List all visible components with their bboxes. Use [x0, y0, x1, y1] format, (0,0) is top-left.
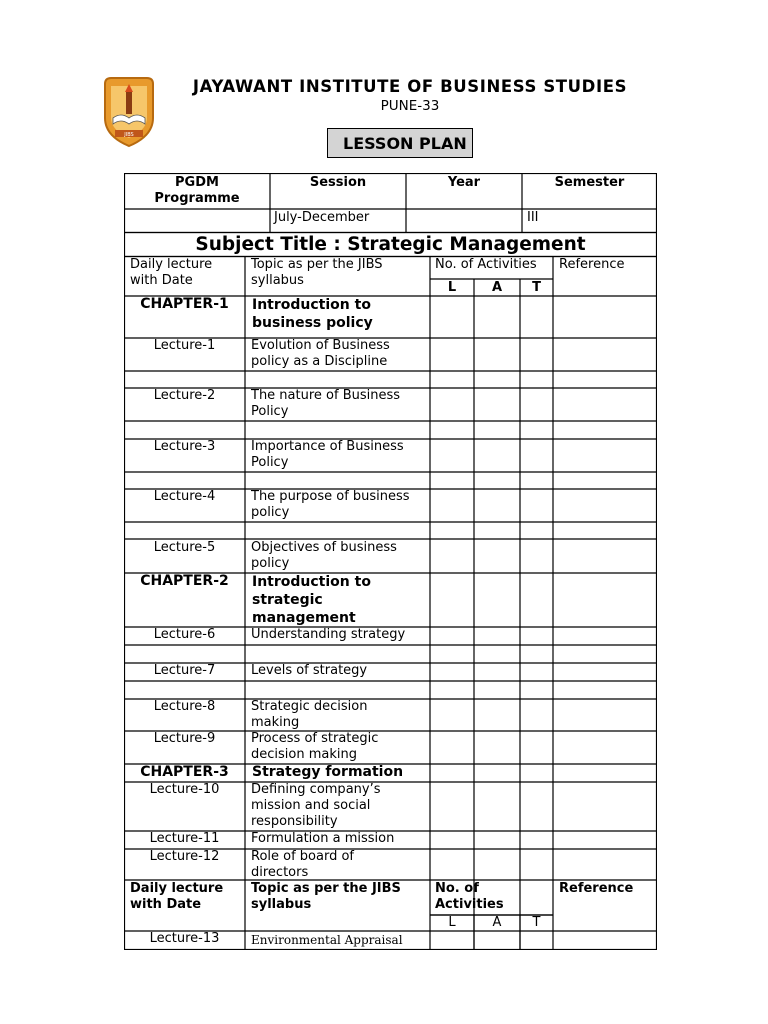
- semester-value: III: [527, 210, 539, 225]
- date-column-header: Daily lecture with Date: [130, 257, 213, 288]
- chapter-label: CHAPTER-3: [140, 764, 229, 780]
- lecture-topic: The nature of Business Policy: [251, 388, 401, 419]
- lecture-label: Lecture-4: [153, 489, 216, 504]
- lecture-topic: Formulation a mission: [251, 831, 395, 846]
- lecture-topic: Evolution of Business policy as a Discipline: [251, 338, 390, 369]
- lecture-label: Lecture-8: [153, 699, 216, 714]
- institute-city: PUNE-33: [380, 98, 440, 114]
- lecture-label: Lecture-3: [153, 439, 216, 454]
- topic-column-header: Topic as per the JIBS syllabus: [251, 257, 383, 288]
- lecture-label: Lecture-11: [149, 831, 220, 846]
- programme-header: PGDM Programme: [154, 175, 240, 206]
- topic-column-header-repeat: Topic as per the JIBS syllabus: [251, 881, 401, 912]
- lecture-label: Lecture-6: [153, 627, 216, 642]
- lecture-label: Lecture-1: [153, 338, 216, 353]
- lecture-label: Lecture-5: [153, 540, 216, 555]
- reference-column-header-repeat: Reference: [559, 881, 634, 896]
- activities-column-header: No. of Activities: [435, 257, 537, 272]
- chapter-title: Introduction to strategic management: [252, 574, 371, 626]
- institute-logo: [101, 74, 157, 148]
- chapter-label: CHAPTER-2: [140, 573, 229, 589]
- lecture-topic: The purpose of business policy: [251, 489, 410, 520]
- institute-name: JAYAWANT INSTITUTE OF BUSINESS STUDIES: [192, 77, 628, 96]
- chapter-title: Introduction to business policy: [252, 297, 373, 331]
- year-header: Year: [447, 175, 481, 190]
- lecture-topic: Understanding strategy: [251, 627, 406, 642]
- lesson-plan-table: [124, 173, 657, 950]
- lecture-topic: Importance of Business Policy: [251, 439, 404, 470]
- lecture-activity-header-repeat: L: [448, 915, 456, 930]
- tutorial-activity-header: T: [532, 280, 541, 295]
- date-column-header-repeat: Daily lecture with Date: [130, 881, 224, 912]
- activities-column-header-repeat: No. of Activities: [435, 881, 504, 912]
- lecture-label: Lecture-7: [153, 663, 216, 678]
- chapter-title: Strategy formation: [252, 764, 404, 780]
- lecture-topic: Process of strategic decision making: [251, 731, 379, 762]
- chapter-label: CHAPTER-1: [140, 296, 229, 312]
- lecture-label: Lecture-12: [149, 849, 220, 864]
- assignment-activity-header: A: [491, 280, 503, 295]
- tutorial-activity-header-repeat: T: [532, 915, 541, 930]
- lecture-label: Lecture-2: [153, 388, 216, 403]
- assignment-activity-header-repeat: A: [492, 915, 502, 930]
- lecture-label: Lecture-10: [149, 782, 220, 797]
- session-header: Session: [309, 175, 367, 190]
- reference-column-header: Reference: [559, 257, 625, 272]
- lecture-topic: Role of board of directors: [251, 849, 355, 880]
- lecture-label: Lecture-9: [153, 731, 216, 746]
- lecture-label: Lecture-13: [149, 931, 220, 946]
- lecture-topic: Objectives of business policy: [251, 540, 397, 571]
- svg-text:JIBS: JIBS: [124, 132, 134, 138]
- document-title: LESSON PLAN: [327, 128, 473, 158]
- lecture-activity-header: L: [447, 280, 457, 295]
- subject-title: Subject Title : Strategic Management: [195, 234, 586, 255]
- lecture-topic: Environmental Appraisal: [251, 933, 403, 947]
- lecture-topic: Strategic decision making: [251, 699, 368, 730]
- session-value: July-December: [274, 210, 370, 225]
- lecture-topic: Levels of strategy: [251, 663, 368, 678]
- semester-header: Semester: [554, 175, 625, 190]
- lecture-topic: Defining company’s mission and social responsibility: [251, 782, 381, 829]
